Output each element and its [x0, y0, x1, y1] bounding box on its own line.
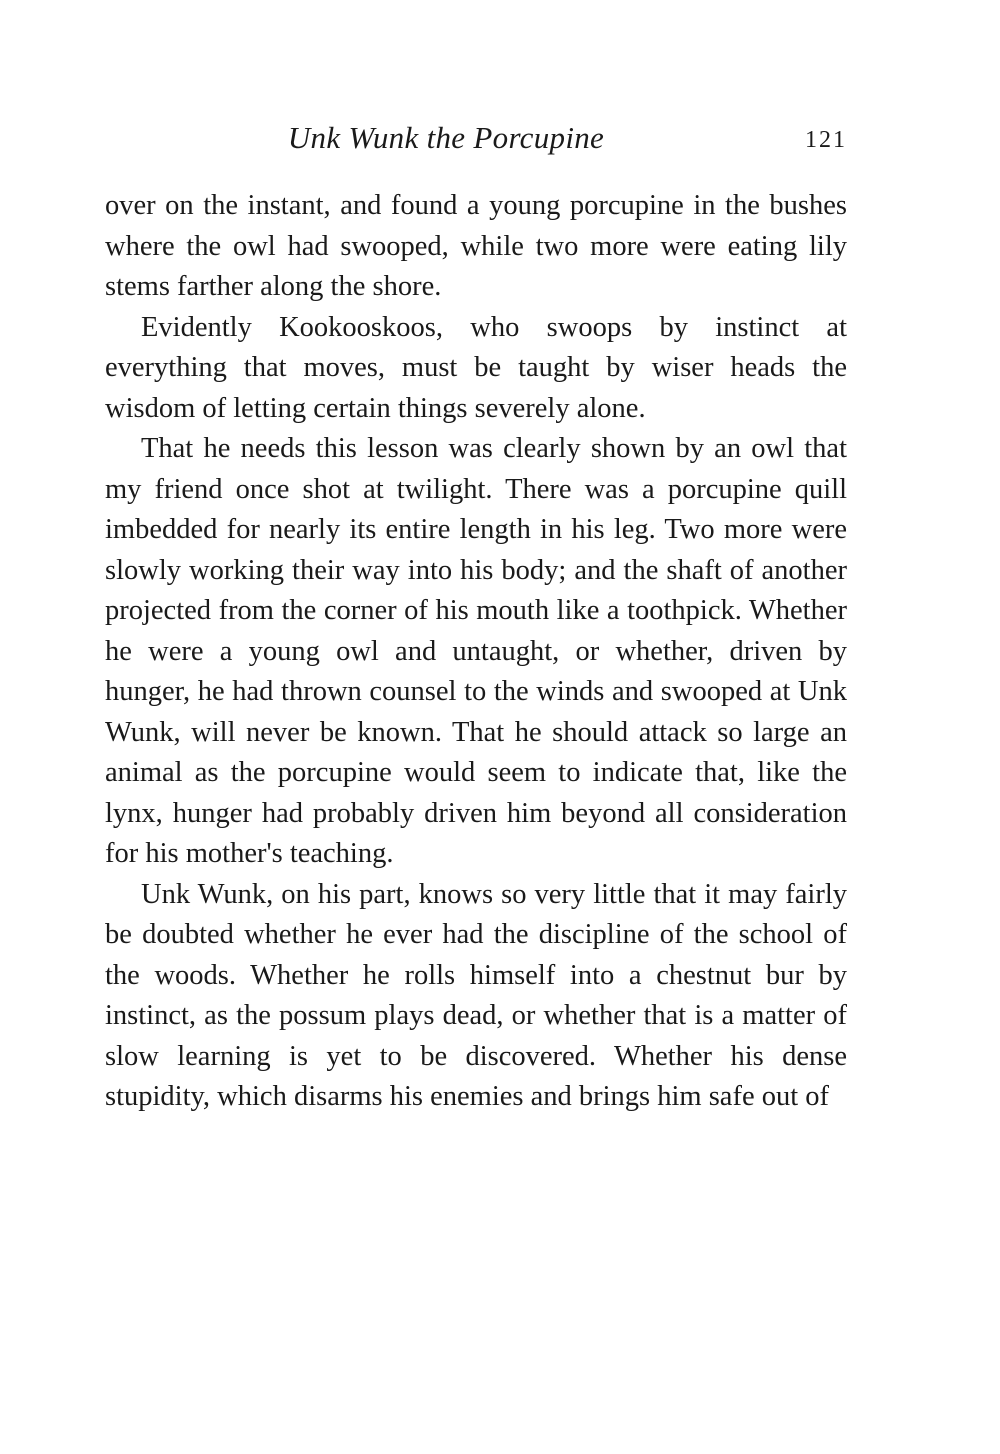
running-head — [105, 118, 847, 158]
paragraph-continued: over on the instant, and found a young porcupine in the bushes where the owl had swooped, while two more were eating lily stems farther along the shore. — [105, 190, 847, 302]
paragraph: Unk Wunk, on his part, knows so very little that it may fairly be doubted whether he ever had the discipline of the school of the woods. Whether he rolls himself into a chestnut bur by instinct, as the possum plays dead, or whether that is a matter of slow learning is yet to be discovered. Whether his dense stupidity, which disarms his enemies and brings him safe out of — [105, 878, 847, 1112]
body-text — [105, 186, 847, 1118]
running-title: Unk Wunk the Porcupine — [287, 120, 605, 155]
paragraph: That he needs this lesson was clearly shown by an owl that my friend once shot at twilight. There was a porcupine quill imbedded for nearly its entire length in his leg. Two more were slowly working their way into his body; and the shaft of another projected from the corner of his mouth like a toothpick. Whether he were a young owl and untaught, or whether, driven by hunger, he had thrown counsel to the winds and swooped at Unk Wunk, will never be known. That he should attack so large an animal as the porcupine would seem to indicate that, like the lynx, hunger had probably driven him beyond all consideration for his mother's teaching. — [105, 433, 847, 869]
page-number: 121 — [805, 127, 847, 153]
paragraph: Evidently Kookooskoos, who swoops by instinct at everything that moves, must be taught by wiser heads the wisdom of letting certain things severely alone. — [105, 311, 847, 424]
